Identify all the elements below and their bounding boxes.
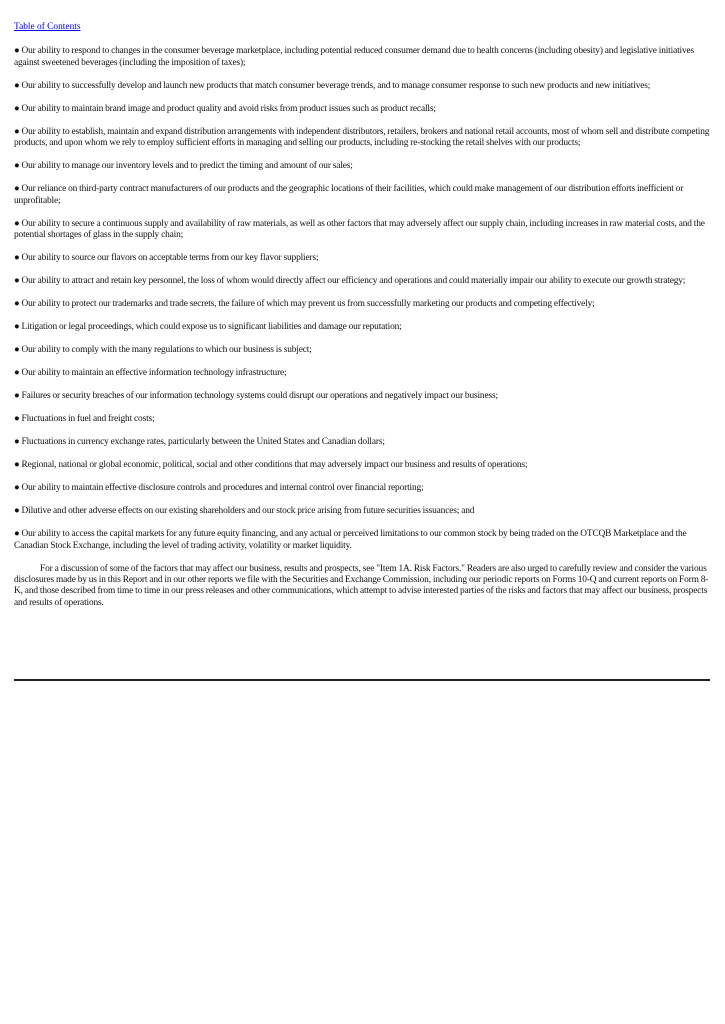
risk-factor-item: ● Our ability to source our flavors on acceptable terms from our key flavor suppliers; <box>14 253 319 264</box>
risk-factor-item: ● Our ability to maintain an effective information technology infrastructure; <box>14 368 287 379</box>
risk-factor-item: ● Failures or security breaches of our information technology systems could disrupt our operations and negatively impact our business; <box>14 391 498 402</box>
document-page <box>14 16 711 609</box>
risk-factor-item: ● Our ability to access the capital markets for any future equity financing, and any actual or perceived limitations to our common stock by being traded on the OTCQB Marketplace and the Canadian Stock Exchange, including the level of trading activity, volatility or market liquidity. <box>14 529 687 551</box>
page-divider <box>14 679 710 681</box>
closing-paragraph: For a discussion of some of the factors that may affect our business, results and prospects, see "Item 1A. Risk Factors." Readers are also urged to carefully review and consider the various disclosures made by us in this Report and in our other reports we file with the Securities and Exchange Commission, including our periodic reports on Forms 10-Q and current reports on Form 8-K, and those described from time to time in our press releases and other communications, which attempt to advise interested parties of the risks and factors that may affect our business, prospects and results of operations. <box>14 563 709 608</box>
risk-factor-item: ● Our ability to comply with the many regulations to which our business is subject; <box>14 345 312 356</box>
risk-factor-item: ● Our reliance on third-party contract manufacturers of our products and the geographic locations of their facilities, which could make management of our distribution efforts inefficient or unprofitable; <box>14 184 684 206</box>
risk-factor-item: ● Our ability to maintain brand image and product quality and avoid risks from product issues such as product recalls; <box>14 103 436 114</box>
risk-factor-item: ● Our ability to manage our inventory levels and to predict the timing and amount of our sales; <box>14 161 353 172</box>
risk-factor-item: ● Our ability to successfully develop and launch new products that match consumer beverage trends, and to manage consumer response to such new products and new initiatives; <box>14 80 651 91</box>
table-of-contents-link[interactable]: Table of Contents <box>14 22 81 32</box>
risk-factor-item: ● Our ability to respond to changes in the consumer beverage marketplace, including potential reduced consumer demand due to health concerns (including obesity) and legislative initiatives against sweetened beverages (including the imposition of taxes); <box>14 46 695 68</box>
risk-factor-item: ● Our ability to secure a continuous supply and availability of raw materials, as well as other factors that may adversely affect our supply chain, including increases in raw material costs, and the potential shortages of glass in the supply chain; <box>14 218 705 241</box>
risk-factor-item: ● Our ability to attract and retain key personnel, the loss of whom would directly affect our efficiency and operations and could materially impair our ability to execute our growth strategy; <box>14 276 686 287</box>
risk-factor-item: ● Our ability to establish, maintain and expand distribution arrangements with independent distributors, retailers, brokers and national retail accounts, most of whom sell and distribute competing products, and upon whom we rely to employ sufficient efforts in managing and selling our products, including re-stocking the retail shelves with our products; <box>14 126 710 149</box>
risk-factor-item: ● Our ability to maintain effective disclosure controls and procedures and internal control over financial reporting; <box>14 483 424 494</box>
risk-factor-item: ● Our ability to protect our trademarks and trade secrets, the failure of which may prevent us from successfully marketing our products and competing effectively; <box>14 299 595 310</box>
risk-factor-item: ● Dilutive and other adverse effects on our existing shareholders and our stock price arising from future securities issuances; and <box>14 506 475 517</box>
risk-factor-item: ● Litigation or legal proceedings, which could expose us to significant liabilities and damage our reputation; <box>14 322 402 333</box>
risk-factor-list <box>14 46 711 552</box>
risk-factor-item: ● Fluctuations in currency exchange rates, particularly between the United States and Canadian dollars; <box>14 437 385 448</box>
risk-factor-item: ● Regional, national or global economic, political, social and other conditions that may adversely impact our business and results of operations; <box>14 460 528 471</box>
risk-factor-item: ● Fluctuations in fuel and freight costs; <box>14 414 155 425</box>
